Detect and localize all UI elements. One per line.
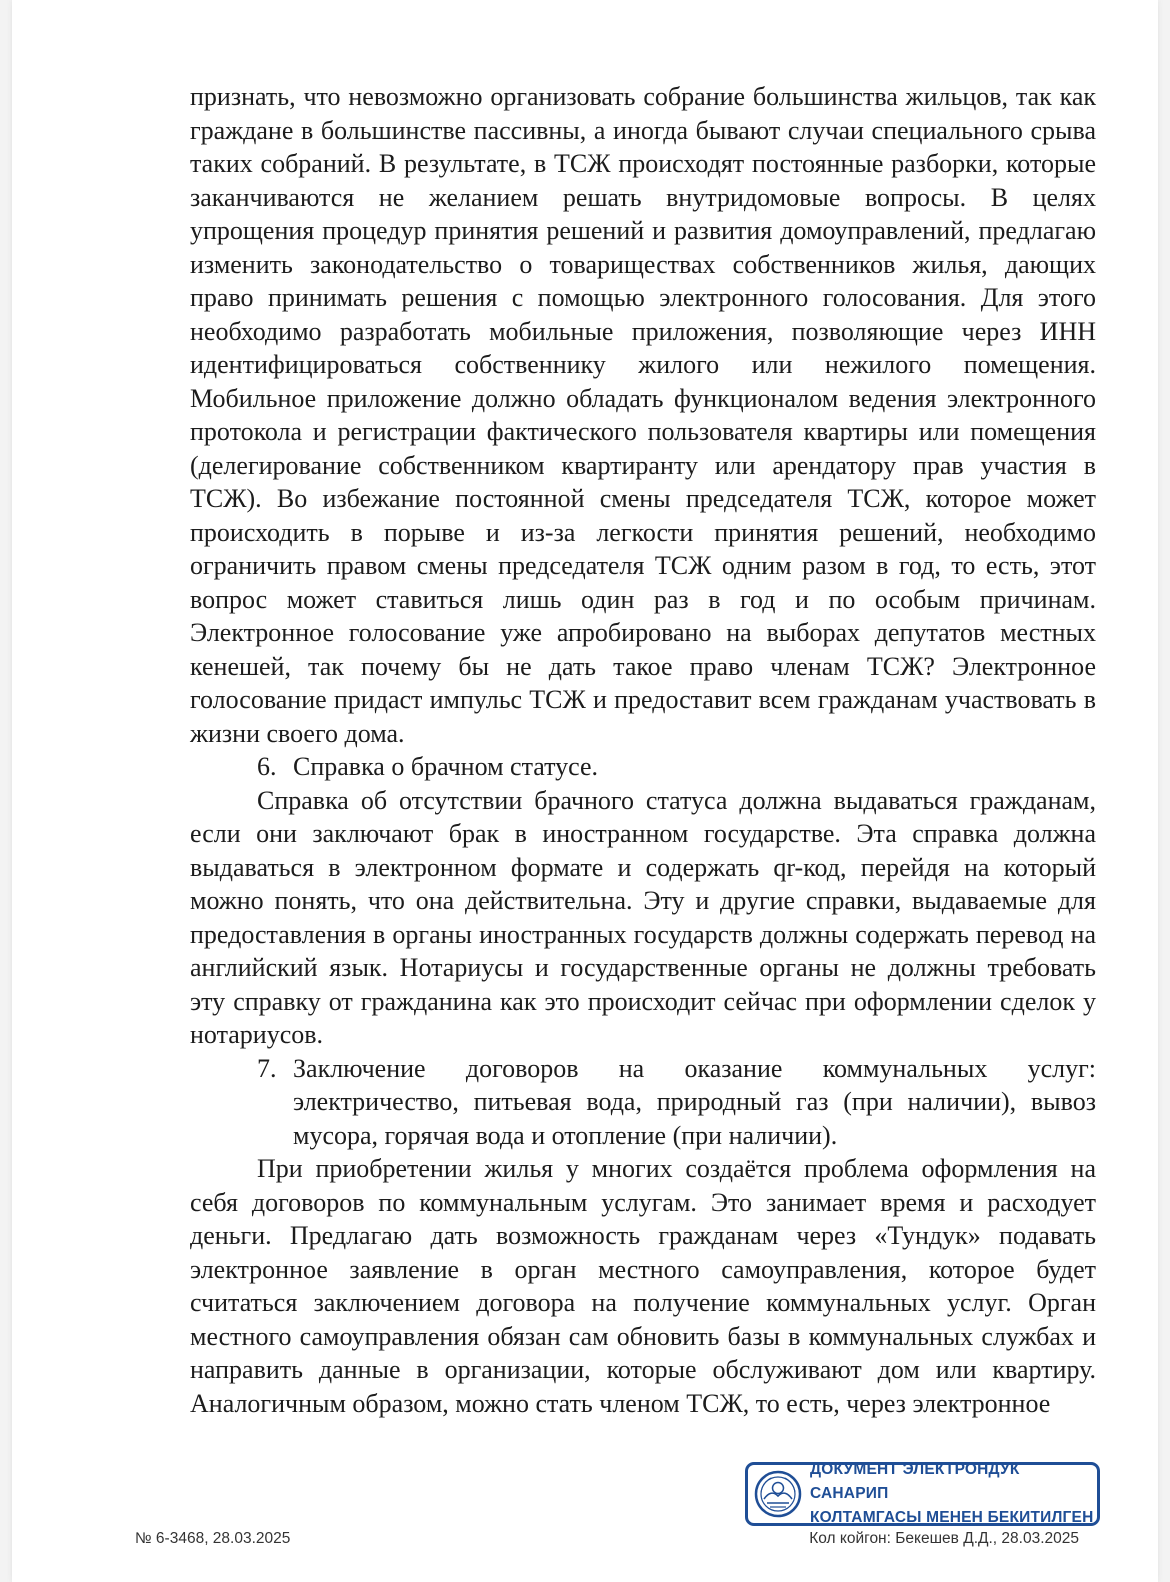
list-item-6 — [257, 750, 1096, 784]
stamp-line-1: ДОКУМЕНТ ЭЛЕКТРОНДУК САНАРИП — [810, 1461, 1020, 1502]
document-body — [190, 80, 1096, 1420]
list-item-title: Заключение договоров на оказание коммунальных услуг: электричество, питьевая вода, природный газ (при наличии), вывоз мусора, горячая вода и отопление (при наличии). — [293, 1053, 1096, 1150]
stamp-line-2: КОЛТАМГАСЫ МЕНЕН БЕКИТИЛГЕН — [810, 1509, 1094, 1526]
list-item-title: Справка о брачном статусе. — [293, 752, 599, 781]
signed-by: Кол койгон: Бекешев Д.Д., 28.03.2025 — [809, 1530, 1079, 1547]
list-item-number: 6. — [257, 752, 277, 781]
stamp-text — [810, 1458, 1097, 1530]
digital-signature-stamp — [745, 1462, 1100, 1526]
kyrgyz-emblem-icon — [754, 1470, 802, 1518]
paragraph-3: При приобретении жилья у многих создаётся проблема оформления на себя договоров по коммунальным услугам. Это занимает время и расходует деньги. Предлагаю дать возможность гражданам через «Тундук» подавать электронное заявление в орган местного самоуправления, которое будет считаться заключением договора на получение коммунальных услуг. Орган местного самоуправления обязан сам обновить базы в коммунальных службах и направить данные в организации, которые обслуживают дом или квартиру. Аналогичным образом, можно стать членом ТСЖ, то есть, через электронное — [190, 1154, 1096, 1418]
document-page — [12, 0, 1158, 1582]
document-number: № 6-3468, 28.03.2025 — [135, 1530, 291, 1547]
list-item-number: 7. — [257, 1053, 277, 1083]
paragraph-2: Справка об отсутствии брачного статуса должна выдаваться гражданам, если они заключают брак в иностранном государстве. Эта справка должна выдаваться в электронном формате и содержать qr-код, перейдя на который можно понять, что она действительна. Эту и другие справки, выдаваемые для предоставления в органы иностранных государств должны содержать перевод на английский язык. Нотариусы и государственные органы не должны требовать эту справку от гражданина как это происходит сейчас при оформлении сделок у нотариусов. — [190, 785, 1096, 1049]
list-item-7 — [257, 1052, 1096, 1153]
paragraph-1: признать, что невозможно организовать собрание большинства жильцов, так как граждане в большинстве пассивны, а иногда бывают случаи специального срыва таких собраний. В результате, в ТСЖ происходят постоянные разборки, которые заканчиваются не желанием решать внутридомовые вопросы. В целях упрощения процедур принятия решений и развития домоуправлений, предлагаю изменить законодательство о товариществах собственников жилья, дающих право принимать решения с помощью электронного голосования. Для этого необходимо разработать мобильные приложения, позволяющие через ИНН идентифицироваться собственнику жилого или нежилого помещения. Мобильное приложение должно обладать функционалом ведения электронного протокола и регистрации фактического пользователя квартиры или помещения (делегирование собственником квартиранту или арендатору прав участия в ТСЖ). Во избежание постоянной смены председателя ТСЖ, которое может происходить в порыве и из-за легкости принятия решений, необходимо ограничить правом смены председателя ТСЖ одним разом в год, то есть, этот вопрос может ставиться лишь один раз в год и по особым причинам. Электронное голосование уже апробировано на выборах депутатов местных кенешей, так почему бы не дать такое право членам ТСЖ? Электронное голосование придаст импульс ТСЖ и предоставит всем гражданам участвовать в жизни своего дома. — [190, 82, 1096, 748]
